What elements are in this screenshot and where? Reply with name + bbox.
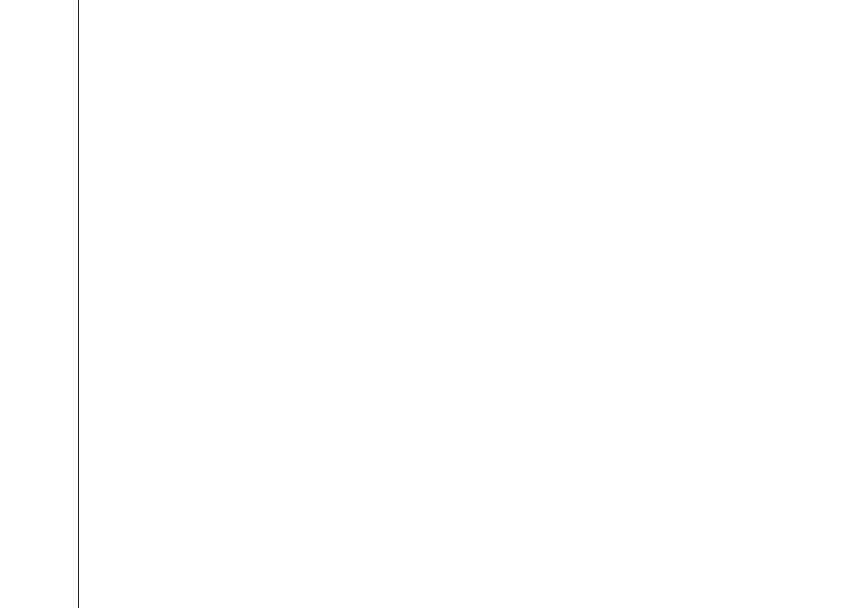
binding-line [78, 0, 79, 608]
binding-strip [0, 0, 88, 608]
